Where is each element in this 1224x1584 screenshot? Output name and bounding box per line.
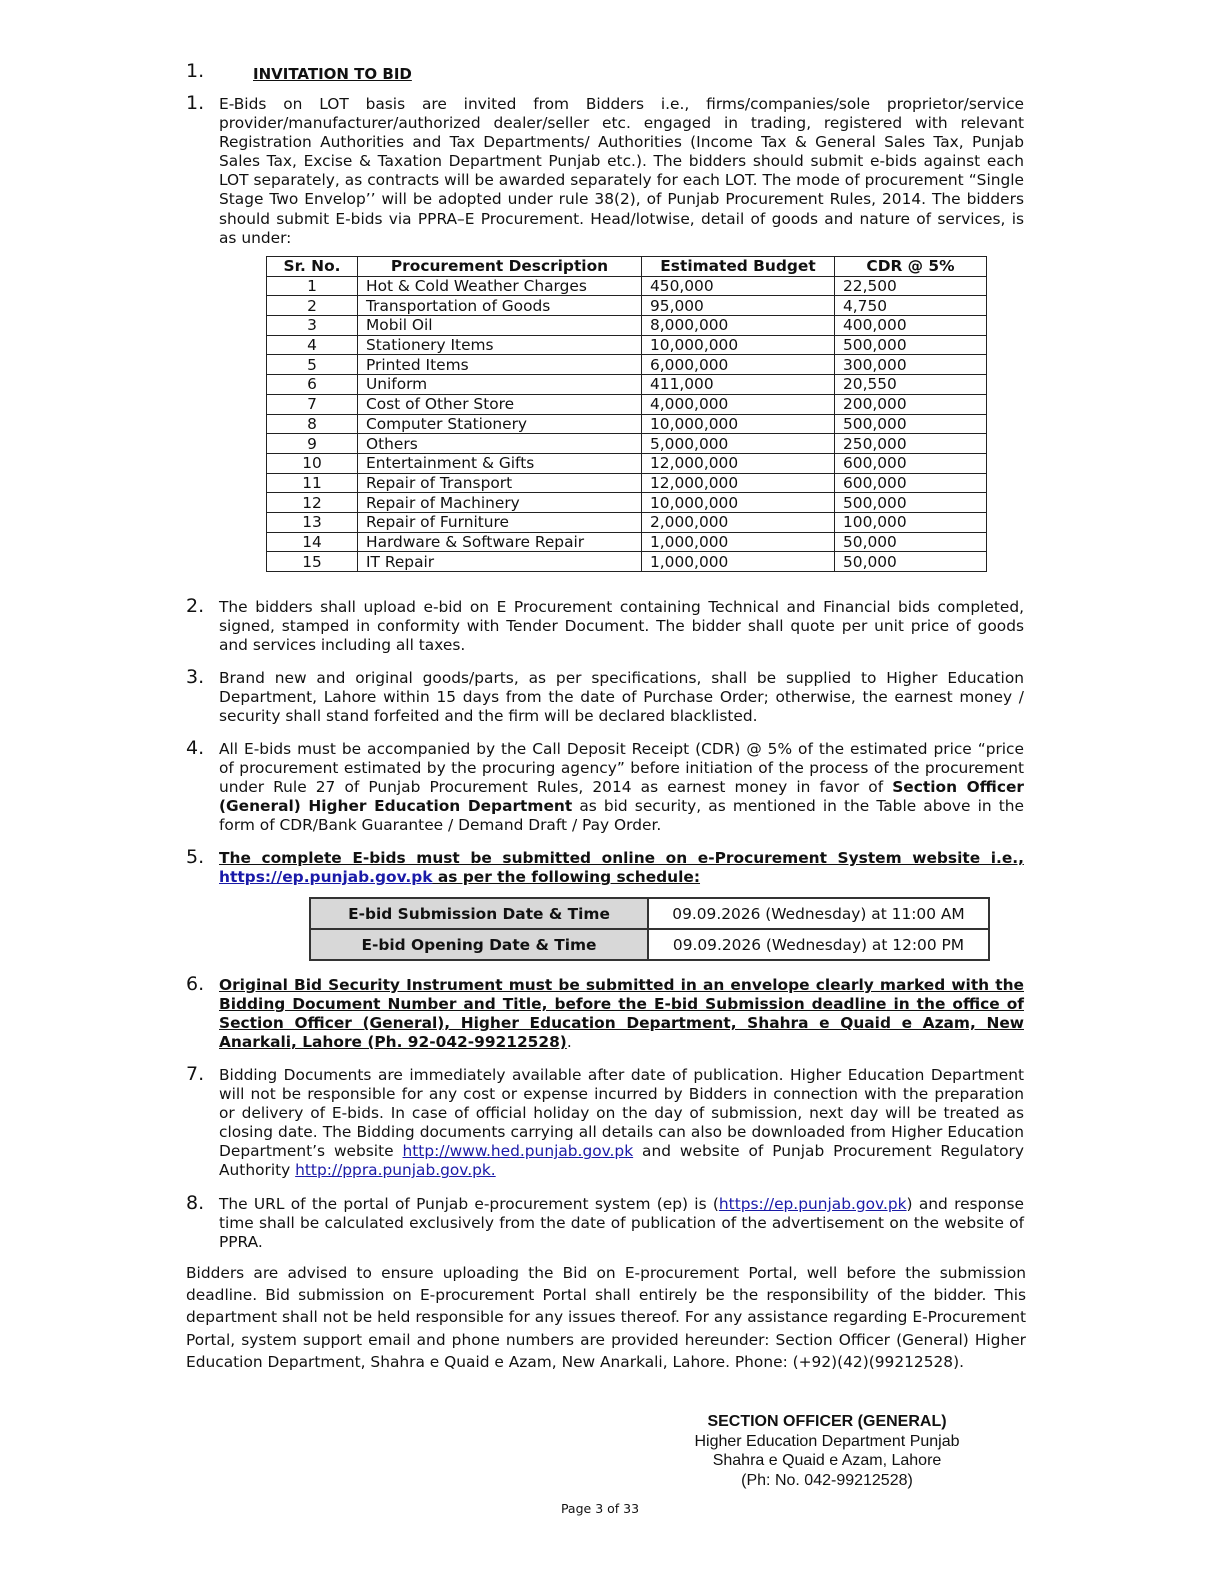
- paragraph-text: [219, 1195, 1024, 1252]
- cell-cdr: 20,550: [835, 375, 987, 395]
- cell-sr-no: 2: [267, 296, 358, 316]
- cell-cdr: 50,000: [835, 532, 987, 552]
- text-run: as bid security, as mentioned in the Table above in the form of CDR/Bank Guarantee / Demand Draft / Pay Order.: [219, 797, 1025, 835]
- cell-budget: 12,000,000: [642, 473, 835, 493]
- cell-cdr: 300,000: [835, 355, 987, 375]
- cell-sr-no: 1: [267, 276, 358, 296]
- paragraph-5: [186, 846, 1026, 887]
- text-run: as per the following schedule:: [432, 868, 701, 887]
- table-row: [267, 394, 987, 414]
- table-body: [267, 276, 987, 571]
- table-row: [267, 414, 987, 434]
- table-row: [267, 512, 987, 532]
- cell-cdr: 500,000: [835, 493, 987, 513]
- table-row: [267, 296, 987, 316]
- paragraph-number: 6.: [186, 973, 205, 995]
- text-run: Original Bid Security Instrument must be submitted in an envelope clearly marked with the Bidding Document Number and Title, before the E-bid Submission deadline in the office of Section Officer (General), Higher Education Department, Shahra e Quaid e Azam, New Anarkali, Lahore (Ph. 92-042-99212528): [219, 976, 1024, 1052]
- table-row: [267, 375, 987, 395]
- paragraph-text: Brand new and original goods/parts, as per specifications, shall be supplied to Higher Education Department, Lahore within 15 days from the date of Purchase Order; otherwise, the earnest money / security shall stand forfeited and the firm will be declared blacklisted.: [219, 669, 1024, 726]
- paragraph-1: [186, 92, 1026, 248]
- cell-sr-no: 9: [267, 434, 358, 454]
- text-run: Bidding Documents are immediately available after date of publication. Higher Education Department will not be responsible for any cost or expense incurred by Bidders in connection with the preparation or delivery of E-bids. In case of official holiday on the day of submission, next day will be treated as closing date. The Bidding documents carrying all details can also be downloaded from Higher Education Department’s website: [219, 1066, 1024, 1161]
- cell-description: Uniform: [358, 375, 642, 395]
- text-run: .: [566, 1033, 572, 1052]
- schedule-label: E-bid Opening Date & Time: [310, 929, 648, 960]
- cell-budget: 4,000,000: [642, 394, 835, 414]
- schedule-label: E-bid Submission Date & Time: [310, 898, 648, 929]
- section-number: 1.: [186, 60, 205, 82]
- cell-description: Entertainment & Gifts: [358, 453, 642, 473]
- cell-sr-no: 4: [267, 335, 358, 355]
- table-row: [267, 453, 987, 473]
- cell-budget: 5,000,000: [642, 434, 835, 454]
- paragraph-number: 3.: [186, 666, 205, 688]
- cell-description: Cost of Other Store: [358, 394, 642, 414]
- closing-paragraph: Bidders are advised to ensure uploading the Bid on E-procurement Portal, well before the submission deadline. Bid submission on E-procurement Portal shall entirely be the responsibility of the bidder. This department shall not be held responsible for any issues thereof. For any assistance regarding E-Procurement Portal, system support email and phone numbers are provided hereunder: Section Officer (General) Higher Education Department, Shahra e Quaid e Azam, New Anarkali, Lahore. Phone: (+92)(42)(99212528).: [186, 1264, 1026, 1371]
- paragraph-number: 8.: [186, 1192, 205, 1214]
- cell-description: Hot & Cold Weather Charges: [358, 276, 642, 296]
- cell-cdr: 600,000: [835, 453, 987, 473]
- cell-sr-no: 13: [267, 512, 358, 532]
- schedule-value: 09.09.2026 (Wednesday) at 12:00 PM: [648, 929, 989, 960]
- cell-description: Transportation of Goods: [358, 296, 642, 316]
- cell-budget: 411,000: [642, 375, 835, 395]
- cell-cdr: 250,000: [835, 434, 987, 454]
- cell-cdr: 500,000: [835, 414, 987, 434]
- cell-description: IT Repair: [358, 552, 642, 572]
- cell-sr-no: 8: [267, 414, 358, 434]
- cell-description: Repair of Furniture: [358, 512, 642, 532]
- cell-budget: 6,000,000: [642, 355, 835, 375]
- cell-description: Hardware & Software Repair: [358, 532, 642, 552]
- paragraph-number: 1.: [186, 92, 205, 114]
- cell-description: Repair of Transport: [358, 473, 642, 493]
- cell-description: Computer Stationery: [358, 414, 642, 434]
- cell-cdr: 50,000: [835, 552, 987, 572]
- cell-cdr: 100,000: [835, 512, 987, 532]
- header-sr-no: Sr. No.: [267, 257, 358, 277]
- cell-budget: 12,000,000: [642, 453, 835, 473]
- schedule-row: [310, 898, 989, 929]
- paragraph-8: [186, 1192, 1026, 1252]
- signature-title: SECTION OFFICER (GENERAL): [707, 1413, 947, 1430]
- paragraph-number: 7.: [186, 1063, 205, 1085]
- cell-sr-no: 11: [267, 473, 358, 493]
- page-number: Page 3 of 33: [560, 1501, 640, 1516]
- cell-cdr: 400,000: [835, 316, 987, 336]
- paragraph-text: [219, 849, 1024, 887]
- paragraph-7: [186, 1063, 1026, 1181]
- procurement-lots-table: [266, 256, 987, 572]
- table-row: [267, 532, 987, 552]
- table-row: [267, 552, 987, 572]
- cell-cdr: 22,500: [835, 276, 987, 296]
- text-run: ) and response time shall be calculated exclusively from the date of publication of the advertisement on the website of PPRA.: [219, 1195, 1024, 1252]
- cell-sr-no: 15: [267, 552, 358, 572]
- hed-website-link[interactable]: http://www.hed.punjab.gov.pk: [402, 1142, 634, 1161]
- cell-cdr: 500,000: [835, 335, 987, 355]
- schedule-value: 09.09.2026 (Wednesday) at 11:00 AM: [648, 898, 989, 929]
- paragraph-text: [219, 740, 1024, 835]
- cell-description: Others: [358, 434, 642, 454]
- cell-budget: 2,000,000: [642, 512, 835, 532]
- paragraph-6: [186, 973, 1026, 1052]
- cell-sr-no: 12: [267, 493, 358, 513]
- paragraph-text: The bidders shall upload e-bid on E Procurement containing Technical and Financial bids completed, signed, stamped in conformity with Tender Document. The bidder shall quote per unit price of goods and services including all taxes.: [219, 598, 1024, 655]
- signature-line: Shahra e Quaid e Azam, Lahore: [712, 1452, 942, 1469]
- header-description: Procurement Description: [358, 257, 642, 277]
- cell-description: Repair of Machinery: [358, 493, 642, 513]
- paragraph-number: 5.: [186, 846, 205, 868]
- text-run: The URL of the portal of Punjab e-procurement system (ep) is (: [219, 1195, 719, 1213]
- schedule-row: [310, 929, 989, 960]
- section-title: INVITATION TO BID: [253, 65, 412, 83]
- signature-block: [672, 1412, 982, 1490]
- signature-line: (Ph: No. 042-99212528): [741, 1471, 913, 1489]
- cell-description: Mobil Oil: [358, 316, 642, 336]
- table-row: [267, 276, 987, 296]
- cell-budget: 10,000,000: [642, 493, 835, 513]
- schedule-table: [309, 897, 990, 961]
- cell-budget: 450,000: [642, 276, 835, 296]
- cell-budget: 8,000,000: [642, 316, 835, 336]
- cell-sr-no: 10: [267, 453, 358, 473]
- cell-budget: 10,000,000: [642, 335, 835, 355]
- cell-sr-no: 3: [267, 316, 358, 336]
- text-run: All E-bids must be accompanied by the Call Deposit Receipt (CDR) @ 5% of the estimated price “price of procurement estimated by the procuring agency” before initiation of the process of the procurement under Rule 27 of Punjab Procurement Rules, 2014 as earnest money in favor of: [219, 740, 1024, 797]
- paragraph-text: E-Bids on LOT basis are invited from Bidders i.e., firms/companies/sole proprietor/service provider/manufacturer/authorized dealer/seller etc. engaged in trading, registered with relevant Registration Authorities and Tax Departments/ Authorities (Income Tax & General Sales Tax, Punjab Sales Tax, Excise & Taxation Department Punjab etc.). The bidders should submit e-bids against each LOT separately, as contracts will be awarded separately for each LOT. The mode of procurement “Single Stage Two Envelop’’ will be adopted under rule 38(2), of Punjab Procurement Rules, 2014. The bidders should submit E-bids via PPRA–E Procurement. Head/lotwise, detail of goods and nature of services, is as under:: [219, 95, 1024, 247]
- text-run: and website of Punjab Procurement Regulatory Authority: [219, 1142, 1024, 1180]
- paragraph-text: [219, 976, 1024, 1052]
- cell-budget: 10,000,000: [642, 414, 835, 434]
- paragraph-4: [186, 737, 1026, 835]
- paragraph-text: [219, 1066, 1024, 1181]
- paragraph-number: 4.: [186, 737, 205, 759]
- cell-cdr: 600,000: [835, 473, 987, 493]
- header-cdr: CDR @ 5%: [835, 257, 987, 277]
- cell-sr-no: 6: [267, 375, 358, 395]
- paragraph-number: 2.: [186, 595, 205, 617]
- cell-cdr: 4,750: [835, 296, 987, 316]
- table-row: [267, 335, 987, 355]
- ppra-website-link[interactable]: http://ppra.punjab.gov.pk.: [295, 1161, 496, 1180]
- ep-portal-link[interactable]: https://ep.punjab.gov.pk: [219, 868, 433, 887]
- ep-portal-link[interactable]: https://ep.punjab.gov.pk: [718, 1195, 907, 1213]
- table-header-row: [267, 257, 987, 277]
- bold-office-name: Section Officer (General) Higher Education Department: [219, 778, 1024, 816]
- header-budget: Estimated Budget: [642, 257, 835, 277]
- cell-cdr: 200,000: [835, 394, 987, 414]
- signature-line: Higher Education Department Punjab: [694, 1432, 960, 1450]
- text-run: The complete E-bids must be submitted online on e-Procurement System website i.e.,: [219, 849, 1024, 867]
- table-row: [267, 493, 987, 513]
- cell-sr-no: 5: [267, 355, 358, 375]
- table-row: [267, 434, 987, 454]
- cell-description: Stationery Items: [358, 335, 642, 355]
- table-row: [267, 355, 987, 375]
- cell-budget: 1,000,000: [642, 532, 835, 552]
- table-row: [267, 473, 987, 493]
- cell-sr-no: 7: [267, 394, 358, 414]
- cell-budget: 1,000,000: [642, 552, 835, 572]
- cell-sr-no: 14: [267, 532, 358, 552]
- cell-budget: 95,000: [642, 296, 835, 316]
- paragraph-2: [186, 595, 1026, 655]
- cell-description: Printed Items: [358, 355, 642, 375]
- table-row: [267, 316, 987, 336]
- paragraph-3: [186, 666, 1026, 726]
